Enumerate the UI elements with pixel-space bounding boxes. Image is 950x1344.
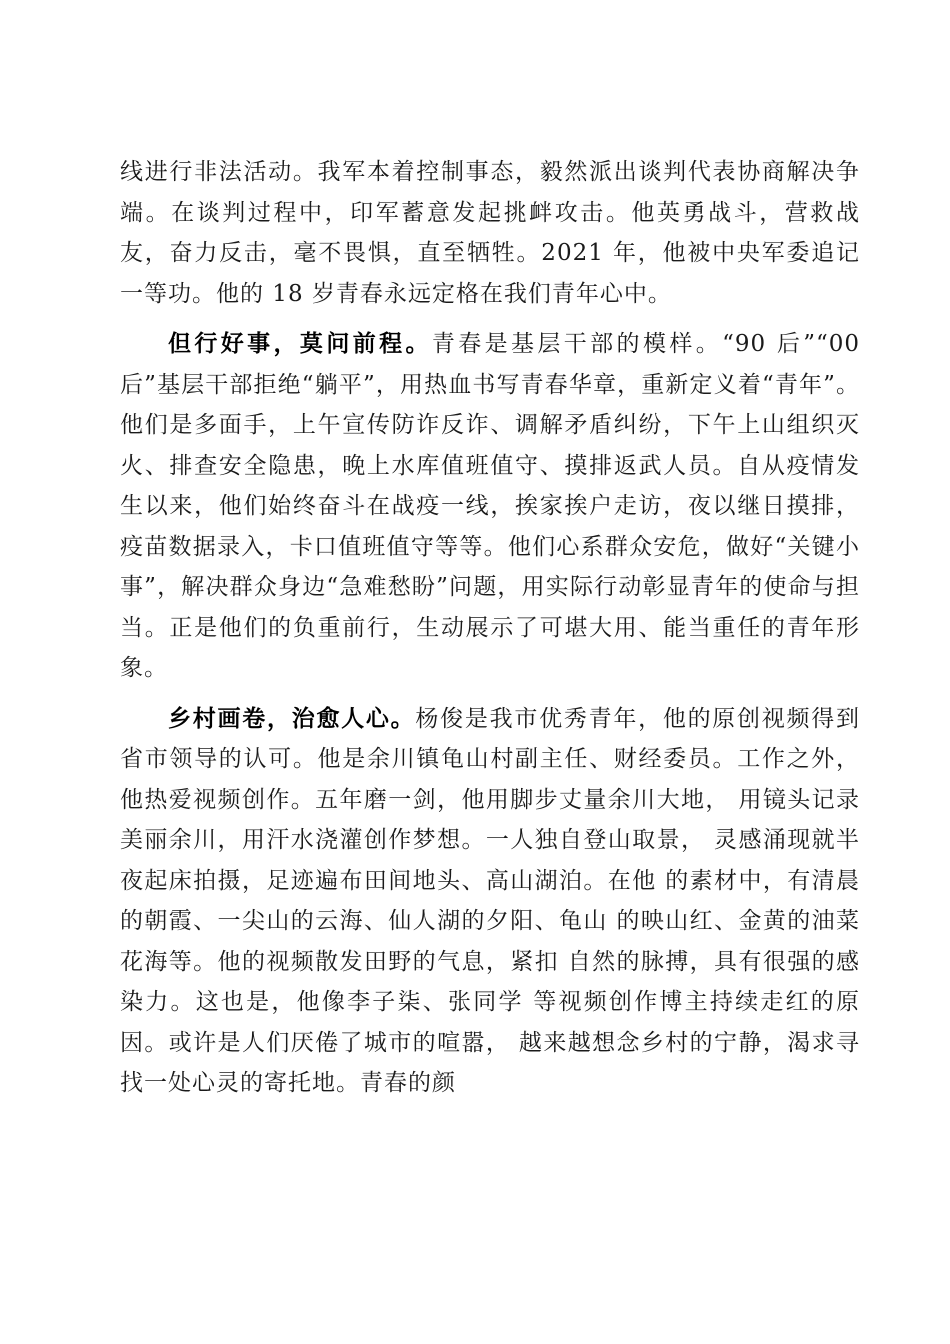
paragraph-body: 青春是基层干部的模样。“90 后”“00 后”基层干部拒绝“躺平”，用热血书写青春华章，重新定义着“青年”。他们是多面手，上午宣传防诈反诈、调解矛盾纠纷，下午上山组织灭火、排查安全隐患，晚上水库值班值守、摸排返武人员。自从疫情发生以来，他们始终奋斗在战疫一线，挨家挨户走访，夜以继日摸排，疫苗数据录入，卡口值班值守等等。他们心系群众安危，做好“关键小事”，解决群众身边“急难愁盼”问题，用实际行动彰显青年的使命与担当。正是他们的负重前行，生动展示了可堪大用、能当重任的青年形象。 — [120, 331, 860, 681]
document-body — [120, 152, 860, 1114]
paragraph-body: 杨俊是我市优秀青年，他的原创视频得到省市领导的认可。他是余川镇龟山村副主任、财经委员。工作之外，他热爱视频创作。五年磨一剑，他用脚步丈量余川大地， 用镜头记录美丽余川，用汗水浇灌创作梦想。一人独自登山取景， 灵感涌现就半夜起床拍摄，足迹遍布田间地头、高山湖泊。在他 的素材中，有清晨的朝霞、一尖山的云海、仙人湖的夕阳、龟山 的映山红、金黄的油菜花海等。他的视频散发田野的气息，紧扣 自然的脉搏，具有很强的感染力。这也是，他像李子柒、张同学 等视频创作博主持续走红的原因。或许是人们厌倦了城市的喧嚣， 越来越想念乡村的宁静，渴求寻找一处心灵的寄托地。青春的颜 — [120, 705, 861, 1096]
paragraph-heading: 乡村画卷，治愈人心。 — [168, 705, 416, 732]
paragraph-heading: 但行好事，莫问前程。 — [168, 331, 432, 357]
paragraph-grassroots-cadres — [120, 324, 860, 689]
paragraph-continuation — [120, 152, 860, 314]
paragraph-body: 线进行非法活动。我军本着控制事态，毅然派出谈判代表协商解决争端。在谈判过程中，印军蓄意发起挑衅攻击。他英勇战斗，营救战友，奋力反击，毫不畏惧，直至牺牲。2021 年，他被中央军委追记一等功。他的 18 岁青春永远定格在我们青年心中。 — [120, 159, 860, 307]
paragraph-rural-scroll — [120, 699, 860, 1104]
